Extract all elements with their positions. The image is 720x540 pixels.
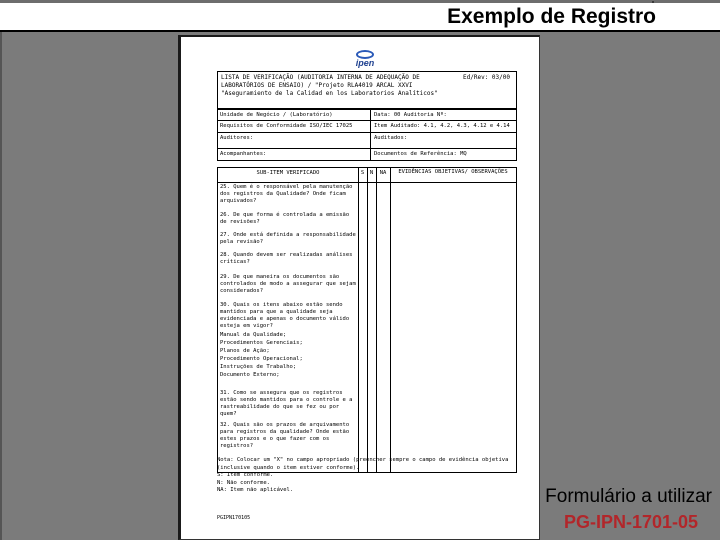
question-item: 29. De que maneira os documentos são controlados de modo a assegurar que sejam considerados? — [220, 274, 356, 294]
header-line: LABORATÓRIOS DE ENSAIO) / "Projeto RLA4019 ARCAL XXVI — [221, 82, 413, 89]
table-header — [218, 168, 516, 183]
column-divider — [367, 168, 368, 472]
form-code: PGIPN170105 — [217, 515, 251, 521]
column-divider — [390, 168, 391, 472]
header-subitem: SUB-ITEM VERIFICADO — [256, 170, 320, 176]
form-document — [178, 35, 540, 540]
question-item: 27. Onde está definida a responsabilidade pela revisão? — [220, 232, 356, 245]
footer-note: NA: Item não aplicável. — [217, 487, 294, 493]
info-left: Unidade de Negócio / (Laboratório) — [220, 112, 333, 118]
header-evidence: EVIDÊNCIAS OBJETIVAS/ OBSERVAÇÕES — [398, 169, 508, 175]
header-na: NA — [379, 170, 387, 176]
header-s: S — [360, 170, 365, 176]
caption-form-to-use: Formulário a utilizar — [545, 486, 712, 507]
question-item: 30. Quais os itens abaixo estão sendo mantidos para que a qualidade seja evidenciada e apenas o documento válido esteja em vigor? — [220, 302, 350, 329]
header-line: "Aseguramiento de la Calidad en los Laboratorios Analíticos" — [221, 90, 438, 97]
question-item: 25. Quem é o responsável pela manutenção dos registros da Qualidade? Onde ficam arquivados? — [220, 184, 353, 204]
form-footer — [217, 457, 517, 495]
info-right: Data: 00 Auditoria Nº: — [370, 110, 516, 121]
info-right: Auditados: — [370, 133, 516, 148]
question-item: Documento Externo; — [220, 372, 280, 378]
info-left: Auditores: — [220, 135, 254, 141]
caption-form-code: PG-IPN-1701-05 — [563, 512, 698, 532]
footer-note: N: Não conforme. — [217, 479, 270, 486]
header-line: LISTA DE VERIFICAÇÃO (AUDITORIA INTERNA DE ADEQUAÇÃO DE — [221, 74, 420, 81]
edition-label: Ed/Rev: 03/00 — [463, 74, 510, 81]
logo-text: ipen — [355, 58, 375, 68]
info-row — [217, 133, 517, 149]
info-right: Item Auditado: 4.1, 4.2, 4.3, 4.12 e 4.14 — [370, 121, 516, 132]
info-row — [217, 109, 517, 121]
top-bar — [0, 0, 720, 3]
footer-note: S: Item conforme. — [217, 472, 274, 478]
question-item: 31. Como se assegura que os registros estão sendo mantidos para o controle e a rastreabilidade do que se fez ou por quem? — [220, 390, 353, 417]
question-item: Instruções de Trabalho; — [220, 364, 297, 370]
question-item: Procedimentos Gerenciais; — [220, 340, 303, 346]
form-header — [217, 71, 517, 109]
info-right: Documentos de Referência: MQ — [370, 149, 516, 160]
footer-note: Nota: Colocar um "X" no campo apropriado (preencher sempre o campo de evidência objetiva (inclusive quando o item estiver conforme). — [217, 457, 509, 471]
column-divider — [376, 168, 377, 472]
info-left: Acompanhantes: — [220, 151, 267, 157]
column-divider — [358, 168, 359, 472]
info-left: Requisitos de Conformidade ISO/IEC 17025 — [220, 123, 353, 129]
slide-title: Exemplo de Registro — [447, 5, 656, 28]
question-item: Planos de Ação; — [220, 348, 270, 354]
question-item: 26. De que forma é controlada a emissão de revisões? — [220, 212, 350, 225]
info-row — [217, 121, 517, 133]
question-item: 32. Quais são os prazos de arquivamento para registros da qualidade? Onde estão estes prazos e o que fazer com os registros? — [220, 422, 350, 449]
question-item: Procedimento Operacional; — [220, 356, 303, 362]
checklist-table — [217, 167, 517, 473]
header-n: N — [369, 170, 374, 176]
ipen-logo — [352, 50, 378, 70]
question-item: 28. Quando devem ser realizadas análises críticas? — [220, 252, 353, 265]
top-dot — [652, 1, 654, 3]
info-row — [217, 149, 517, 161]
question-item: Manual da Qualidade; — [220, 332, 287, 338]
